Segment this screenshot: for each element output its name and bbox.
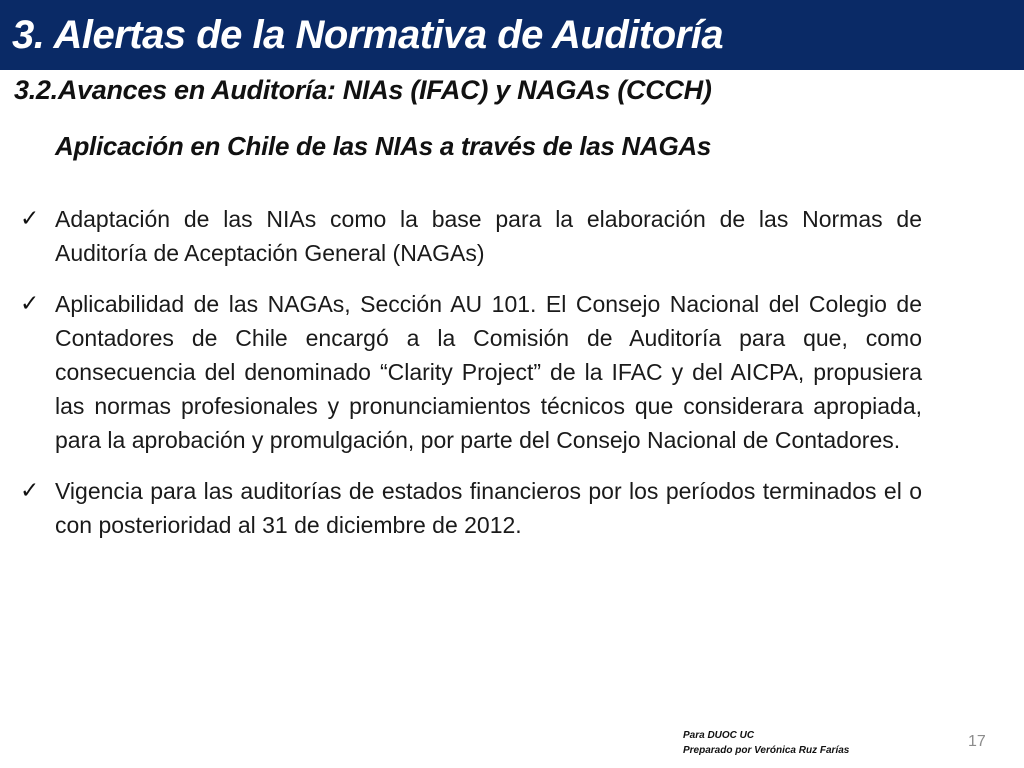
slide-subtitle: 3.2.Avances en Auditoría: NIAs (IFAC) y NAGAs (CCCH) <box>14 75 712 105</box>
bullet-list <box>20 202 922 559</box>
checkmark-icon: ✓ <box>20 206 40 232</box>
slide-title: 3. Alertas de la Normativa de Auditoría <box>12 13 724 57</box>
bullet-item-adaptacion <box>20 202 922 270</box>
bullet-text: Aplicabilidad de las NAGAs, Sección AU 101. El Consejo Nacional del Colegio de Contadores de Chile encargó a la Comisión de Auditoría para que, como consecuencia del denominado “Clarity Project” de la IFAC y del AICPA, propusiera las normas profesionales y pronunciamientos técnicos que considerara apropiada, para la aprobación y promulgación, por parte del Consejo Nacional de Contadores. <box>55 291 922 453</box>
checkmark-icon: ✓ <box>20 291 40 317</box>
bullet-item-vigencia <box>20 474 922 542</box>
page-number: 17 <box>968 733 986 750</box>
title-bar <box>0 0 1024 70</box>
bullet-text: Vigencia para las auditorías de estados financieros por los períodos terminados el o con posterioridad al 31 de diciembre de 2012. <box>55 478 922 538</box>
footer-credits <box>683 728 849 758</box>
footer-line-organization: Para DUOC UC <box>683 730 755 741</box>
bullet-text: Adaptación de las NIAs como la base para la elaboración de las Normas de Auditoría de Aceptación General (NAGAs) <box>55 206 922 266</box>
checkmark-icon: ✓ <box>20 478 40 504</box>
footer-line-author: Preparado por Verónica Ruz Farías <box>683 745 850 756</box>
section-heading: Aplicación en Chile de las NIAs a través de las NAGAs <box>55 131 712 161</box>
bullet-item-aplicabilidad <box>20 287 922 457</box>
